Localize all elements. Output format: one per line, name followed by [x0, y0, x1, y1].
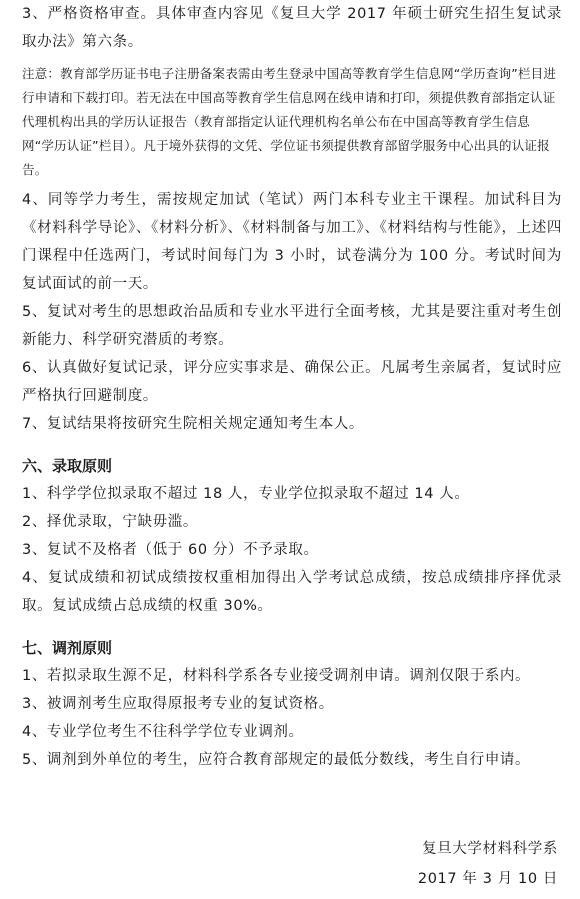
section-gap — [22, 620, 562, 634]
signature-date: 2017 年 3 月 10 日 — [417, 871, 558, 887]
section-gap — [22, 438, 562, 452]
adjustment-item-3: 3、被调剂考生应取得原报考专业的复试资格。 — [22, 696, 334, 712]
note-paragraph: 注意：教育部学历证书电子注册备案表需由考生登录中国高等教育学生信息网“学历查询”栏目进行申请和下载打印。若无法在中国高等教育学生信息网在线申请和打印，须提供教育部指定认证代理机构出具的学历认证报告（教育部指定认证代理机构名单公布在中国高等教育学生信息网“学历认证”栏目）。凡于境外获得的文凭、学位证书须提供教育部留学服务中心出具的认证报告。 — [22, 66, 557, 177]
paragraph-item-5: 5、复试对考生的思想政治品质和专业水平进行全面考核，尤其是要注重对考生创新能力、科学研究潜质的考察。 — [22, 304, 562, 348]
signature-org: 复旦大学材料科学系 — [422, 841, 558, 857]
paragraph-item-7: 7、复试结果将按研究生院相关规定通知考生本人。 — [22, 416, 365, 432]
paragraph-item-3: 3、严格资格审查。具体审查内容见《复旦大学 2017 年硕士研究生招生复试录取办法》第六条。 — [22, 6, 562, 50]
section-heading-admission: 六、录取原则 — [22, 457, 113, 475]
admission-item-2: 2、择优录取，宁缺毋滥。 — [22, 514, 198, 530]
admission-item-1: 1、科学学位拟录取不超过 18 人，专业学位拟录取不超过 14 人。 — [22, 486, 470, 502]
admission-item-4: 4、复试成绩和初试成绩按权重相加得出入学考试总成绩，按总成绩排序择优录取。复试成绩占总成绩的权重 30%。 — [22, 570, 562, 614]
adjustment-item-4: 4、专业学位考生不往科学学位专业调剂。 — [22, 724, 304, 740]
adjustment-item-1: 1、若拟录取生源不足，材料科学系各专业接受调剂申请。调剂仅限于系内。 — [22, 668, 531, 684]
adjustment-item-5: 5、调剂到外单位的考生，应符合教育部规定的最低分数线，考生自行申请。 — [22, 752, 531, 768]
paragraph-item-6: 6、认真做好复试记录，评分应实事求是、确保公正。凡属考生亲属者，复试时应严格执行回避制度。 — [22, 360, 562, 404]
paragraph-item-4: 4、同等学力考生，需按规定加试（笔试）两门本科专业主干课程。加试科目为《材料科学导论》、《材料分析》、《材料制备与加工》、《材料结构与性能》，上述四门课程中任选两门，考试时间每门为 3 小时，试卷满分为 100 分。考试时间为复试面试的前一天。 — [22, 192, 562, 292]
section-heading-adjustment: 七、调剂原则 — [22, 639, 113, 657]
admission-item-3: 3、复试不及格者（低于 60 分）不予录取。 — [22, 542, 319, 558]
